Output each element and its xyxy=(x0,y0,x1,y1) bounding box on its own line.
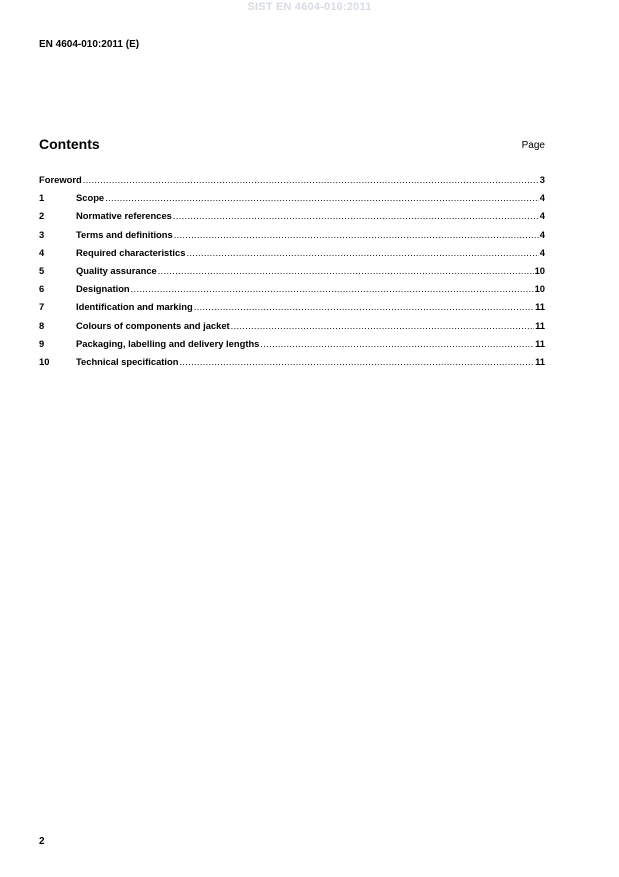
page-column-label: Page xyxy=(521,140,545,151)
toc-entry-title: Packaging, labelling and delivery lengths xyxy=(76,337,260,349)
toc-entry-quality-assurance[interactable] xyxy=(39,265,545,283)
toc-entry-title: Terms and definitions xyxy=(76,228,173,240)
toc-dot-leader xyxy=(186,247,538,258)
contents-heading: Contents xyxy=(39,136,100,152)
toc-entry-page: 4 xyxy=(539,228,545,240)
toc-entry-title: Normative references xyxy=(76,210,172,222)
toc-entry-page: 11 xyxy=(535,337,545,349)
toc-entry-designation[interactable] xyxy=(39,283,545,301)
toc-entry-page: 10 xyxy=(534,283,545,295)
toc-entry-number: 2 xyxy=(39,210,45,222)
toc-entry-page: 11 xyxy=(535,355,545,367)
toc-entry-identification-and-marking[interactable] xyxy=(39,301,545,319)
toc-entry-number: 3 xyxy=(39,228,45,240)
toc-entry-page: 4 xyxy=(539,246,545,258)
toc-dot-leader xyxy=(260,338,534,349)
toc-entry-scope[interactable] xyxy=(39,192,545,210)
toc-dot-leader xyxy=(179,356,534,367)
toc-dot-leader xyxy=(173,210,539,221)
toc-entry-number: 8 xyxy=(39,319,45,331)
toc-entry-title: Foreword xyxy=(39,174,82,185)
toc-entry-title: Colours of components and jacket xyxy=(76,319,230,331)
toc-dot-leader xyxy=(194,301,534,312)
toc-entry-normative-references[interactable] xyxy=(39,210,545,228)
toc-entry-title: Required characteristics xyxy=(76,246,186,258)
toc-dot-leader xyxy=(158,265,534,276)
toc-dot-leader xyxy=(174,229,539,240)
toc-dot-leader xyxy=(131,283,534,294)
toc-entry-title: Quality assurance xyxy=(76,264,157,276)
toc-entry-page: 10 xyxy=(534,264,545,276)
toc-entry-number: 9 xyxy=(39,337,45,349)
toc-dot-leader xyxy=(105,192,539,203)
toc-entry-page: 11 xyxy=(535,319,545,331)
toc-entry-title: Identification and marking xyxy=(76,301,193,313)
toc-entry-number: 4 xyxy=(39,246,45,258)
toc-entry-title: Designation xyxy=(76,283,130,295)
table-of-contents xyxy=(39,174,545,374)
document-identifier: EN 4604-010:2011 (E) xyxy=(39,39,140,50)
toc-entry-page: 4 xyxy=(539,210,545,222)
toc-entry-packaging-labelling[interactable] xyxy=(39,338,545,356)
watermark: SIST EN 4604-010:2011 xyxy=(247,1,372,13)
toc-dot-leader xyxy=(231,320,534,331)
toc-entry-number: 7 xyxy=(39,301,45,313)
toc-dot-leader xyxy=(83,174,539,185)
toc-entry-technical-specification[interactable] xyxy=(39,356,545,374)
toc-entry-title: Scope xyxy=(76,192,105,204)
toc-entry-number: 1 xyxy=(39,192,45,204)
toc-entry-number: 6 xyxy=(39,283,45,295)
toc-entry-page: 4 xyxy=(539,192,545,204)
toc-entry-required-characteristics[interactable] xyxy=(39,247,545,265)
toc-entry-colours-of-components[interactable] xyxy=(39,320,545,338)
toc-entry-foreword[interactable] xyxy=(39,174,545,192)
toc-entry-number: 10 xyxy=(39,355,50,367)
page-number: 2 xyxy=(39,836,45,847)
toc-entry-title: Technical specification xyxy=(76,355,179,367)
toc-entry-page: 11 xyxy=(535,301,545,313)
toc-entry-terms-and-definitions[interactable] xyxy=(39,229,545,247)
toc-entry-number: 5 xyxy=(39,264,45,276)
toc-entry-page: 3 xyxy=(539,174,545,185)
